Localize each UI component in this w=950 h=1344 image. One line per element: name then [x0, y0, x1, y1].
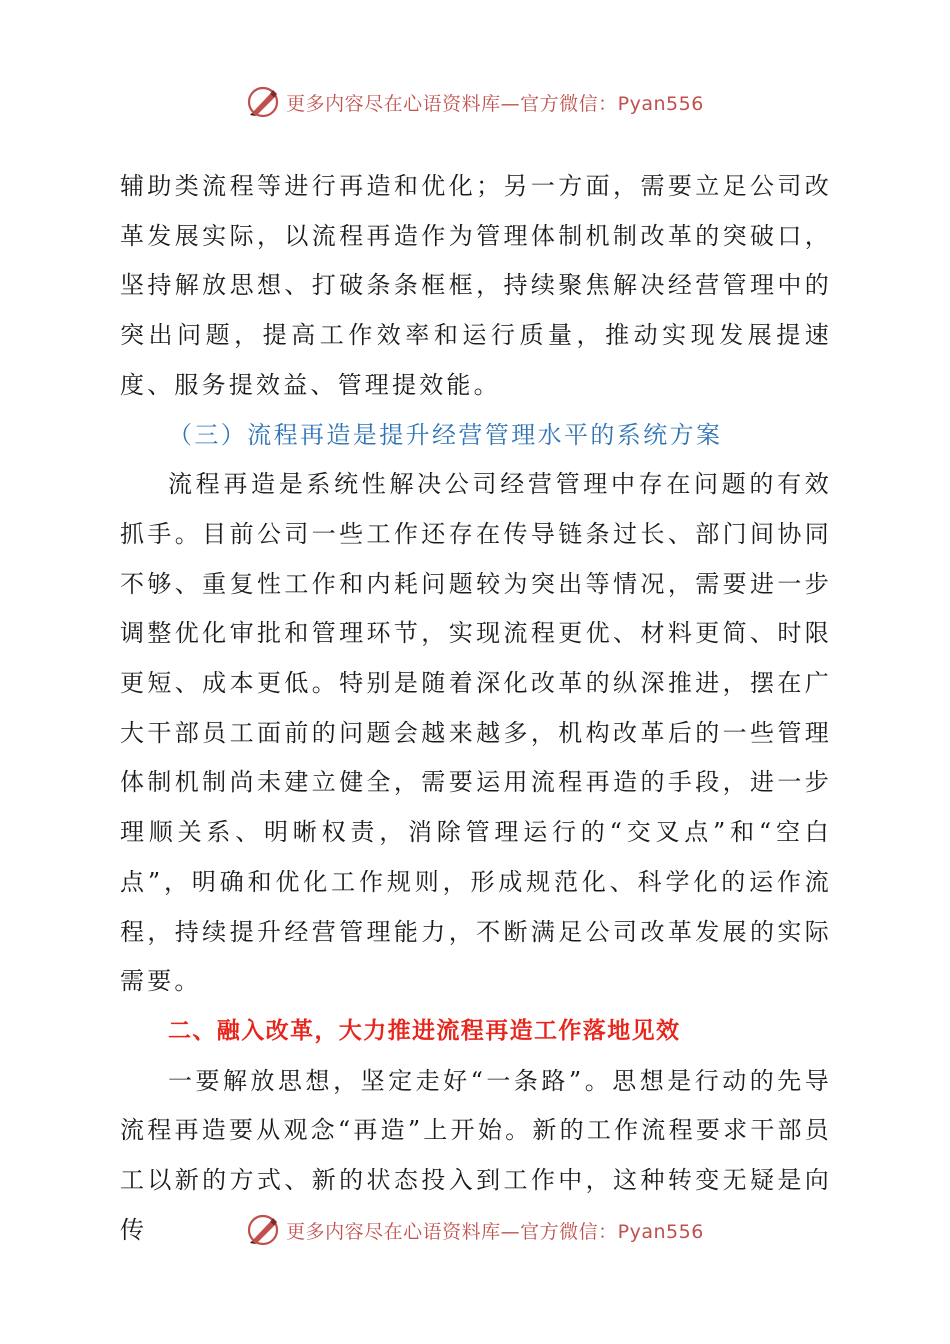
- section-heading-2: 二、融入改革，大力推进流程再造工作落地见效: [168, 1017, 681, 1044]
- paragraph-2: 流程再造是系统性解决公司经营管理中存在问题的有效抓手。目前公司一些工作还存在传导链条过长、部门间协同不够、重复性工作和内耗问题较为突出等情况，需要进一步调整优化审批和管理环节，实现流程更优、材料更简、时限更短、成本更低。特别是随着深化改革的纵深推进，摆在广大干部员工面前的问题会越来越多，机构改革后的一些管理体制机制尚未建立健全，需要运用流程再造的手段，进一步理顺关系、明晰权责，消除管理运行的“交叉点”和“空白点”，明确和优化工作规则，形成规范化、科学化的运作流程，持续提升经营管理能力，不断满足公司改革发展的实际需要。: [120, 470, 832, 996]
- header-banner: [0, 82, 950, 122]
- paragraph-1: 辅助类流程等进行再造和优化；另一方面，需要立足公司改革发展实际，以流程再造作为管理体制机制改革的突破口，坚持解放思想、打破条条框框，持续聚焦解决经营管理中的突出问题，提高工作效率和运行质量，推动实现发展提速度、服务提效益、管理提效能。: [120, 172, 832, 399]
- footer-banner: [0, 1210, 950, 1250]
- banner-text: 更多内容尽在心语资料库—官方微信：Pyan556: [286, 92, 704, 115]
- document-body: [120, 162, 832, 1255]
- pen-logo-icon: [246, 85, 280, 119]
- paragraph-3: 一要解放思想，坚定走好“一条路”。思想是行动的先导流程再造要从观念“再造”上开始。新的工作流程要求干部员工以新的方式、新的状态投入到工作中，这种转变无疑是向传: [120, 1066, 832, 1244]
- pen-logo-icon: [246, 1213, 280, 1247]
- banner-text: 更多内容尽在心语资料库—官方微信：Pyan556: [286, 1220, 704, 1243]
- subheading-3: （三）流程再造是提升经营管理水平的系统方案: [168, 420, 723, 449]
